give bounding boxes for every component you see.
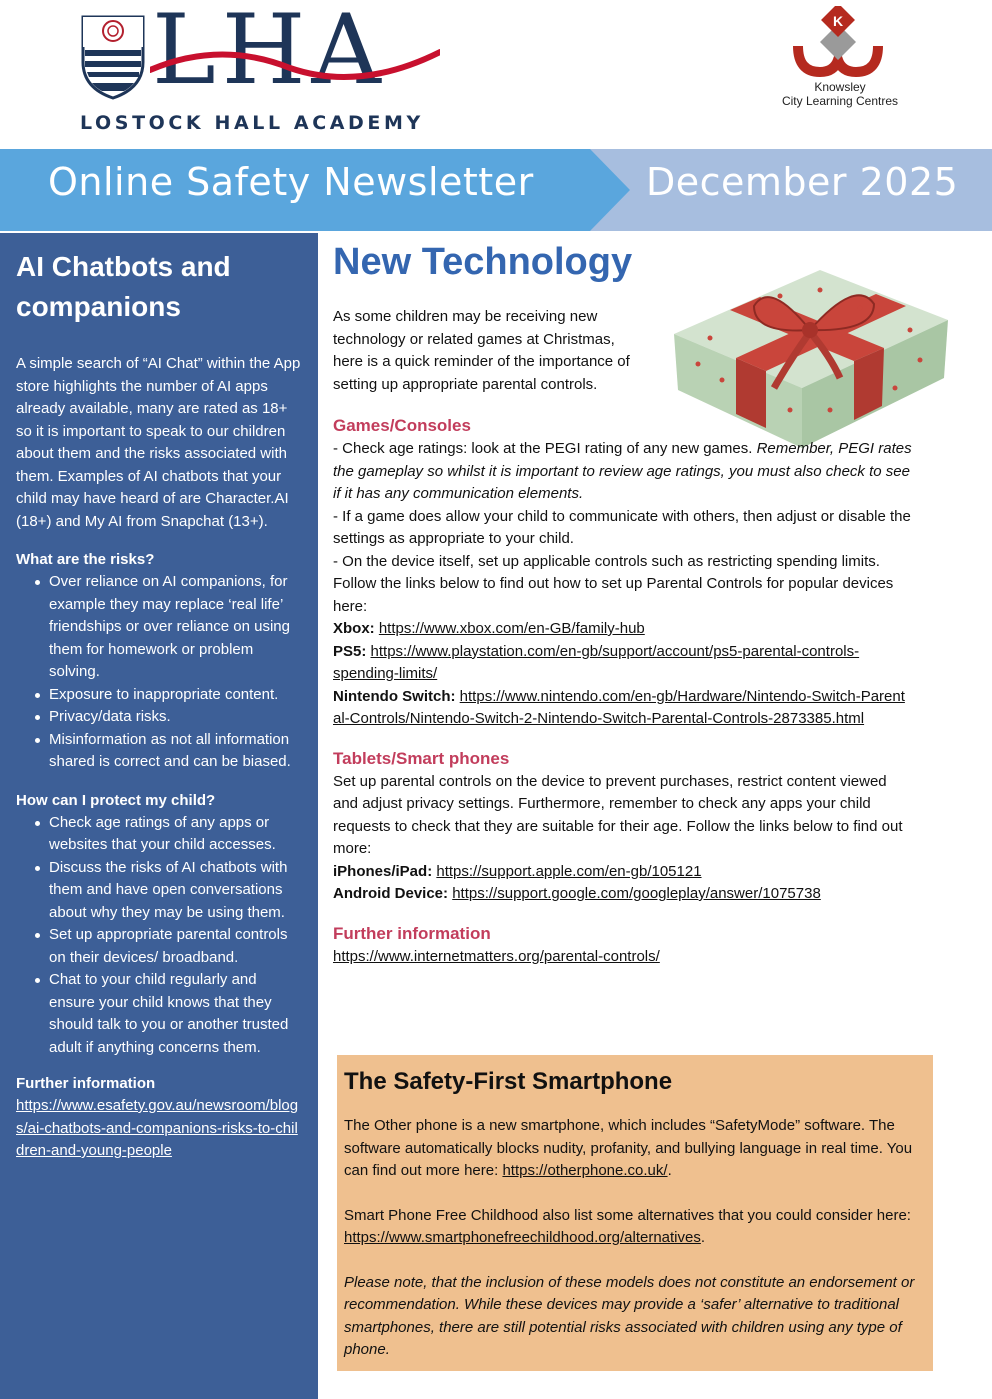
main-further-heading: Further information [333, 923, 491, 943]
school-logo-letters: LHA [152, 0, 387, 106]
school-crest-icon [80, 14, 146, 100]
bullet-icon [35, 866, 40, 871]
list-item: Over reliance on AI companions, for example they may replace ‘real life’ friendships or over reliance on using them for homework or problem solving. [16, 571, 306, 684]
xbox-link[interactable]: https://www.xbox.com/en-GB/family-hub [378, 620, 645, 637]
bullet-icon [35, 933, 40, 938]
list-item: Misinformation as not all information shared is correct and can be biased. [16, 729, 306, 774]
sidebar-title: AI Chatbots and companions [16, 251, 231, 322]
box-title: The Safety-First Smartphone [344, 1068, 673, 1095]
bullet-icon [35, 715, 40, 720]
bullet-icon [35, 693, 40, 698]
risks-list [16, 571, 306, 774]
partner-name-line2: City Learning Centres [781, 94, 899, 108]
xbox-row: Xbox: https://www.xbox.com/en-GB/family-hub [333, 620, 645, 637]
bullet-icon [35, 821, 40, 826]
iphone-row: iPhones/iPad: https://support.apple.com/en-gb/105121 [333, 862, 702, 880]
knowsley-clc-logo-icon [790, 6, 886, 80]
partner-logo-letter: K [832, 13, 844, 29]
new-tech-intro: As some children may be receiving new technology or related games at Christmas, here is a quick reminder of the importance of setting up appropriate parental controls. [333, 308, 630, 393]
list-item: Set up appropriate parental controls on their devices/ broadband. [16, 924, 306, 969]
list-item: Discuss the risks of AI chatbots with them and have open conversations about why they may be using them. [16, 857, 306, 925]
new-technology-section [333, 238, 913, 968]
partner-name-line1: Knowsley [814, 80, 866, 94]
sidebar-further-heading: Further information [16, 1075, 156, 1092]
protect-heading: How can I protect my child? [16, 791, 216, 809]
disclaimer-paragraph: Please note, that the inclusion of these models does not constitute an endorsement or recommendation. While these devices may provide a ‘safer’ alternative to traditional smartphones, there are still potential risks associated with children using any type of phone. [344, 1273, 915, 1358]
otherphone-link[interactable]: https://otherphone.co.uk/ [502, 1162, 668, 1179]
ps5-link[interactable]: https://www.playstation.com/en-gb/support/account/ps5-parental-controls-spending-limits/ [333, 642, 860, 682]
ai-chatbots-sidebar [0, 233, 318, 1399]
risks-heading: What are the risks? [16, 551, 155, 568]
switch-link[interactable]: https://www.nintendo.com/en-gb/Hardware/Nintendo-Switch-Parental-Controls/Nintendo-Switch-2-Nintendo-Switch-Parental-Controls-2873385.html [333, 687, 905, 727]
newsletter-title: Online Safety Newsletter [48, 160, 534, 204]
safety-first-smartphone-box [337, 1055, 933, 1371]
other-phone-paragraph: The Other phone is a new smartphone, which includes “SafetyMode” software. The software automatically blocks nudity, profanity, and bullying language in real time. You can find out more here: https://otherphone.co.uk/. [344, 1117, 913, 1179]
tablets-heading: Tablets/Smart phones [333, 748, 510, 768]
list-item: Check age ratings of any apps or websites that your child accesses. [16, 812, 306, 857]
esafety-link[interactable]: https://www.esafety.gov.au/newsroom/blogs/ai-chatbots-and-companions-risks-to-children-and-young-people [16, 1097, 299, 1159]
bullet-icon [35, 978, 40, 983]
switch-row: Nintendo Switch: https://www.nintendo.com/en-gb/Hardware/Nintendo-Switch-Parental-Controls/Nintendo-Switch-2-Nintendo-Switch-Parental-Controls-2873385.html [333, 687, 905, 727]
bullet-icon [35, 580, 40, 585]
games-communication: - If a game does allow your child to communicate with others, then adjust or disable the settings as appropriate to your child. [333, 507, 911, 547]
section-title: New Technology [333, 241, 633, 283]
smartphonefree-link[interactable]: https://www.smartphonefreechildhood.org/alternatives [344, 1229, 701, 1246]
newsletter-date: December 2025 [646, 160, 959, 204]
list-item: Chat to your child regularly and ensure your child knows that they should talk to you or another trusted adult if anything concerns them. [16, 969, 306, 1059]
logo-swoosh-icon [150, 30, 440, 90]
page-header [0, 0, 992, 148]
tablets-text: Set up parental controls on the device to prevent purchases, restrict content viewed and adjust privacy settings. Furthermore, remember to check any apps your child requests to check that they are suitable for their age. Follow the links below to find out more: [333, 772, 903, 857]
partner-name [760, 80, 920, 108]
internetmatters-link[interactable]: https://www.internetmatters.org/parental-controls/ [333, 947, 660, 965]
sidebar-intro: A simple search of “AI Chat” within the App store highlights the number of AI apps already available, many are rated as 18+ so it is important to speak to our children about them and the risks associated with them. Examples of AI chatbots that your child may have heard of are Character.AI (18+) and My AI from Snapchat (13+). [16, 355, 301, 530]
list-item: Privacy/data risks. [16, 706, 306, 729]
internetmatters-row [333, 946, 913, 969]
school-name: LOSTOCK HALL ACADEMY [80, 112, 424, 134]
android-link[interactable]: https://support.google.com/googleplay/answer/1075738 [452, 885, 821, 902]
list-item: Exposure to inappropriate content. [16, 684, 306, 707]
games-age-ratings: - Check age ratings: look at the PEGI rating of any new games. Remember, PEGI rates the gameplay so whilst it is important to review age ratings, you must also check to see if it has any communication elements. [333, 440, 912, 502]
games-device-controls: - On the device itself, set up applicable controls such as restricting spending limits. Follow the links below to find out how to set up Parental Controls for popular devices here: [333, 552, 894, 615]
android-row: Android Device: https://support.google.com/googleplay/answer/1075738 [333, 885, 821, 902]
bullet-icon [35, 738, 40, 743]
alternatives-paragraph: Smart Phone Free Childhood also list some alternatives that you could consider here: https://www.smartphonefreechildhood.org/alternatives. [344, 1206, 911, 1246]
iphone-link[interactable]: https://support.apple.com/en-gb/105121 [436, 862, 702, 880]
protect-list [16, 812, 306, 1060]
games-heading: Games/Consoles [333, 416, 471, 435]
ps5-row: PS5: https://www.playstation.com/en-gb/support/account/ps5-parental-controls-spending-limits/ [333, 642, 860, 682]
